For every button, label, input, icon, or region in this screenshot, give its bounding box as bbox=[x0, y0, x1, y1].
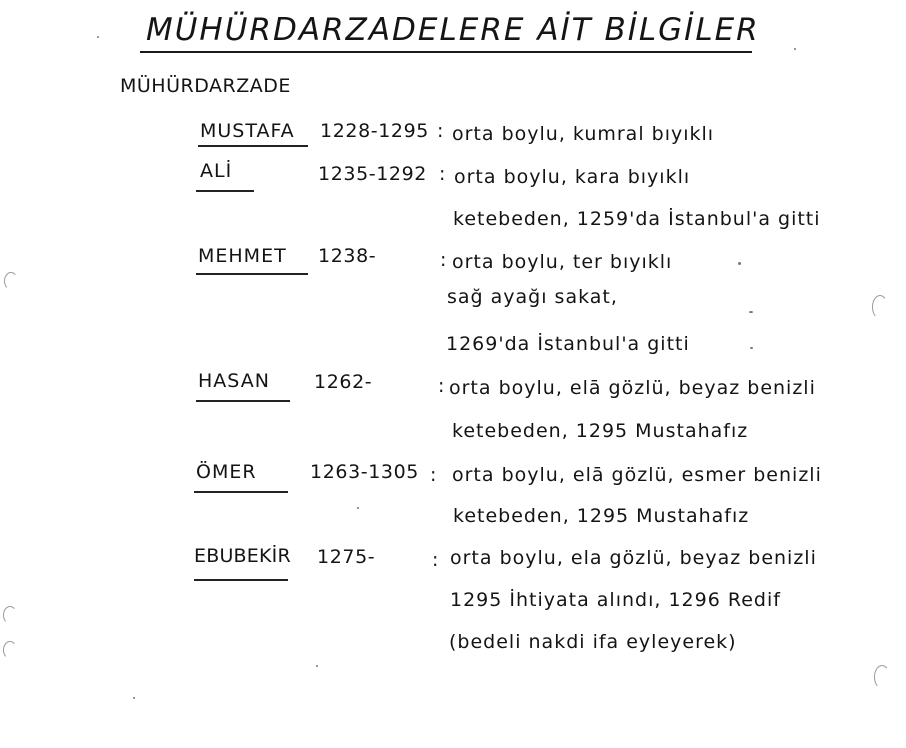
entry-colon: : bbox=[439, 163, 447, 185]
entry-years: 1275- bbox=[317, 546, 376, 568]
entry-name: MUSTAFA bbox=[200, 120, 295, 142]
title-underline bbox=[140, 51, 752, 53]
entry-years: 1228-1295 bbox=[320, 120, 429, 142]
entry-name: MEHMET bbox=[198, 245, 287, 267]
entry-colon: : bbox=[440, 249, 448, 271]
family-heading: MÜHÜRDARZADE bbox=[120, 75, 291, 97]
name-underline bbox=[196, 190, 254, 192]
entry-line: orta boylu, elā gözlü, esmer benizli bbox=[452, 464, 822, 486]
entry-years: 1263-1305 bbox=[310, 461, 419, 483]
name-underline bbox=[198, 145, 308, 147]
scan-speck bbox=[133, 697, 135, 699]
entry-name: ALİ bbox=[200, 160, 233, 182]
name-underline bbox=[196, 400, 290, 402]
name-underline bbox=[194, 579, 288, 581]
entry-years: 1235-1292 bbox=[318, 163, 427, 185]
entry-colon: : bbox=[437, 120, 445, 142]
entry-colon: : bbox=[432, 549, 440, 571]
entry-name: ÖMER bbox=[196, 461, 257, 483]
scan-speck bbox=[316, 665, 318, 667]
edge-mark bbox=[3, 606, 17, 624]
entry-line: 1295 İhtiyata alındı, 1296 Redif bbox=[450, 589, 781, 611]
entry-line: sağ ayağı sakat, bbox=[447, 286, 618, 308]
scan-speck bbox=[794, 48, 796, 50]
punch-hole-mark bbox=[872, 295, 888, 319]
scan-speck bbox=[738, 262, 741, 265]
entry-years: 1262- bbox=[314, 371, 373, 393]
entry-name: HASAN bbox=[198, 370, 270, 392]
entry-line: 1269'da İstanbul'a gitti bbox=[446, 333, 690, 355]
name-underline bbox=[196, 273, 308, 275]
entry-line: orta boylu, ela gözlü, beyaz benizli bbox=[450, 547, 817, 569]
entry-name: EBUBEKİR bbox=[194, 545, 291, 567]
scan-speck bbox=[750, 347, 753, 349]
name-underline bbox=[194, 491, 288, 493]
scan-speck bbox=[749, 311, 753, 313]
entry-line: orta boylu, ter bıyıklı bbox=[452, 251, 673, 273]
entry-line: orta boylu, kara bıyıklı bbox=[454, 166, 691, 188]
entry-colon: : bbox=[430, 464, 438, 486]
entry-colon: : bbox=[438, 375, 446, 397]
entry-line: (bedeli nakdi ifa eyleyerek) bbox=[449, 631, 737, 653]
document-title: MÜHÜRDARZADELERE AİT BİLGİLER bbox=[146, 12, 760, 48]
punch-hole-mark bbox=[874, 665, 890, 689]
entry-line: ketebeden, 1295 Mustahafız bbox=[452, 420, 749, 442]
entry-years: 1238- bbox=[318, 245, 377, 267]
edge-mark bbox=[3, 641, 17, 659]
entry-line: ketebeden, 1259'da İstanbul'a gitti bbox=[453, 208, 821, 230]
scan-speck bbox=[97, 36, 99, 38]
entry-line: orta boylu, kumral bıyıklı bbox=[452, 123, 715, 145]
entry-line: orta boylu, elā gözlü, beyaz benizli bbox=[449, 377, 816, 399]
scan-speck bbox=[357, 507, 359, 509]
edge-mark bbox=[4, 272, 18, 290]
entry-line: ketebeden, 1295 Mustahafız bbox=[453, 505, 750, 527]
